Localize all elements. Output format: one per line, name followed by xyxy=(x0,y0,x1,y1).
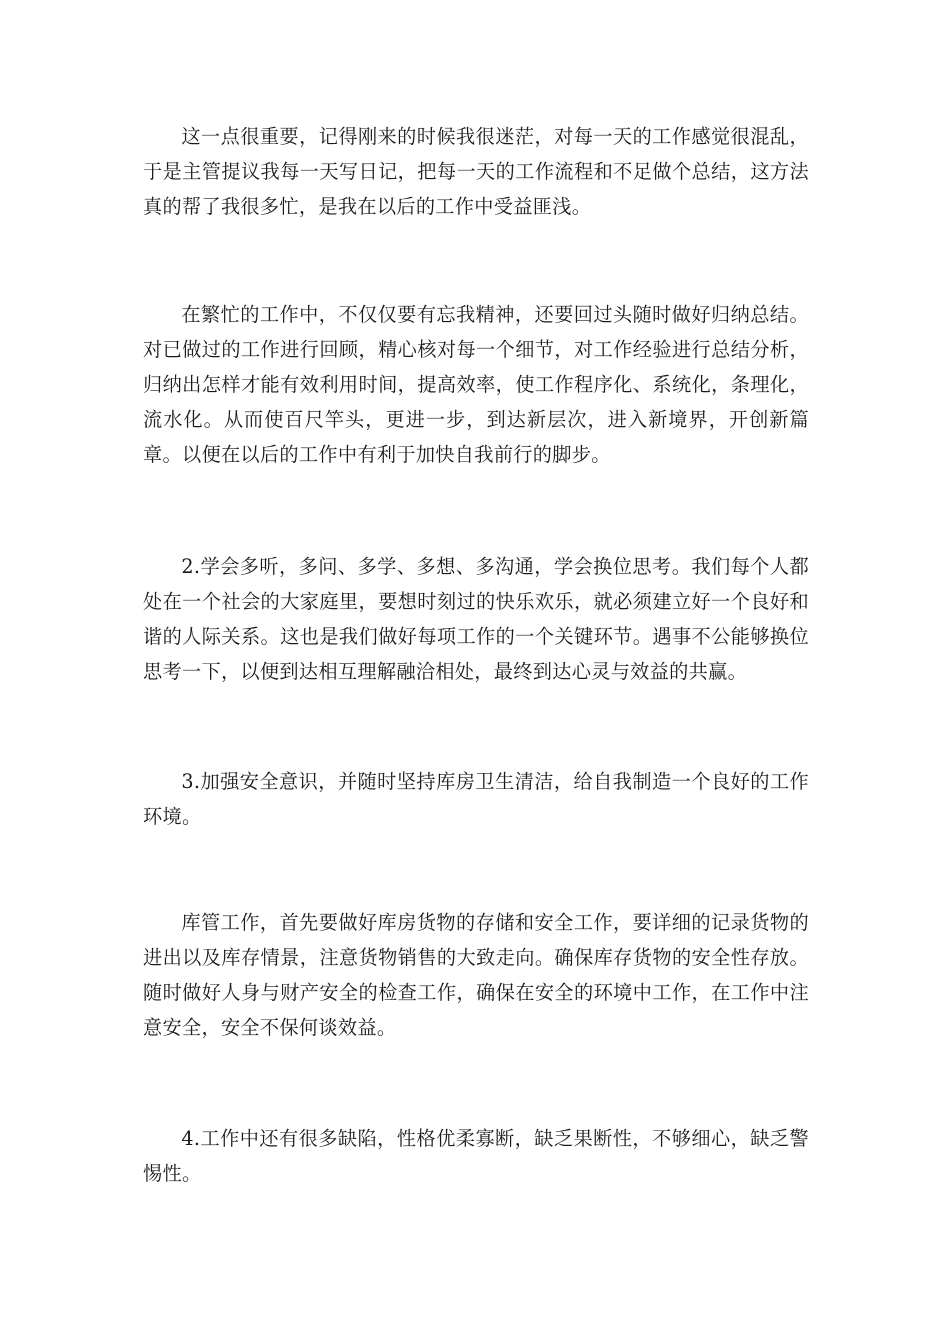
paragraph-warehouse-work: 库管工作，首先要做好库房货物的存储和安全工作，要详细的记录货物的进出以及库存情景，注意货物销售的大致走向。确保库存货物的安全性存放。随时做好人身与财产安全的检查工作，确保在安全的环境中工作，在工作中注意安全，安全不保何谈效益。 xyxy=(143,911,809,1039)
paragraph-shortcomings: 4.工作中还有很多缺陷，性格优柔寡断，缺乏果断性，不够细心，缺乏警惕性。 xyxy=(143,1127,809,1185)
paragraph-communication: 2.学会多听，多问、多学、多想、多沟通，学会换位思考。我们每个人都处在一个社会的大家庭里，要想时刻过的快乐欢乐，就必须建立好一个良好和谐的人际关系。这也是我们做好每项工作的一个关键环节。遇事不公能够换位思考一下，以便到达相互理解融洽相处，最终到达心灵与效益的共赢。 xyxy=(143,555,809,683)
paragraph-safety-awareness: 3.加强安全意识，并随时坚持库房卫生清洁，给自我制造一个良好的工作环境。 xyxy=(143,770,809,828)
paragraph-daily-journal: 这一点很重要，记得刚来的时候我很迷茫，对每一天的工作感觉很混乱，于是主管提议我每一天写日记，把每一天的工作流程和不足做个总结，这方法真的帮了我很多忙，是我在以后的工作中受益匪浅。 xyxy=(143,125,809,218)
paragraph-summary-review: 在繁忙的工作中，不仅仅要有忘我精神，还要回过头随时做好归纳总结。对已做过的工作进行回顾，精心核对每一个细节，对工作经验进行总结分析，归纳出怎样才能有效利用时间，提高效率，使工作程序化、系统化，条理化，流水化。从而使百尺竿头，更进一步，到达新层次，进入新境界，开创新篇章。以便在以后的工作中有利于加快自我前行的脚步。 xyxy=(143,303,809,466)
